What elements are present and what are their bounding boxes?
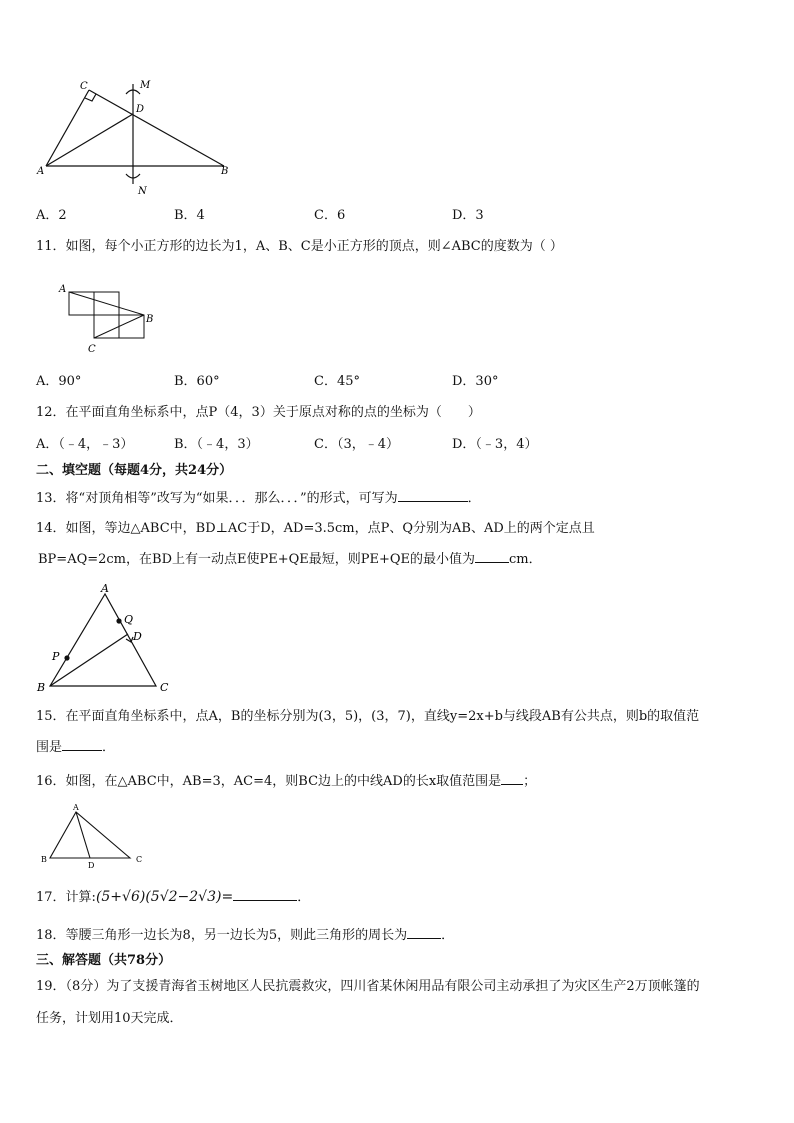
q16-figure <box>38 802 150 868</box>
q15-line2-text: 围是 <box>36 740 63 755</box>
q10-figure <box>34 76 244 200</box>
q17-prefix: 17．计算: <box>36 890 96 905</box>
q18-text: 18．等腰三角形一边长为8，另一边长为5，则此三角形的周长为 <box>36 928 408 943</box>
q11-option-a: A．90° <box>36 374 82 389</box>
q11-question: 11．如图，每个小正方形的边长为1，A、B、C是小正方形的顶点，则∠ABC的度数为（ ） <box>36 239 563 254</box>
q17-tail: ． <box>297 890 311 905</box>
q12-option-b: B．（﹣4，3） <box>174 437 259 452</box>
q15-line1: 15．在平面直角坐标系中，点A，B的坐标分别为(3，5)，(3，7)，直线y=2x+b与线段AB有公共点，则b的取值范 <box>36 709 700 724</box>
q18-tail: ． <box>441 928 455 943</box>
label-A: A <box>59 284 67 295</box>
q10-option-b: B．4 <box>174 208 205 223</box>
q14-line2-tail: cm． <box>509 552 542 567</box>
q12-option-a: A．（﹣4，﹣3） <box>36 437 134 452</box>
label-A: A <box>101 582 109 595</box>
triangle-ABC <box>50 812 130 858</box>
label-B: B <box>146 314 154 325</box>
q15-line2 <box>36 738 115 757</box>
seg-AC <box>46 90 89 166</box>
section-title-fill-in: 二、填空题（每题4分，共24分） <box>36 463 233 478</box>
q14-figure <box>30 582 180 694</box>
label-D: D <box>133 630 142 643</box>
label-N: N <box>138 186 147 197</box>
label-A: A <box>73 803 79 812</box>
label-C: C <box>160 681 169 694</box>
q16-text: 16．如图，在△ABC中，AB=3，AC=4，则BC边上的中线AD的长x取值范围是 <box>36 774 502 789</box>
q14-line2 <box>38 550 542 569</box>
q18-answer-blank[interactable] <box>407 926 441 939</box>
q17-question <box>36 888 310 907</box>
q12-option-d: D．（﹣3，4） <box>452 437 538 452</box>
label-D: D <box>136 104 145 115</box>
q14-line2-text: BP=AQ=2cm，在BD上有一动点E使PE+QE最短，则PE+QE的最小值为 <box>38 552 476 567</box>
q13-tail: ． <box>467 491 481 506</box>
q11-option-d: D．30° <box>452 374 499 389</box>
section-title-answers: 三、解答题（共78分） <box>36 953 172 968</box>
q16-tail: ； <box>523 774 537 789</box>
label-M: M <box>140 80 151 91</box>
q13-question <box>36 489 481 508</box>
q13-answer-blank[interactable] <box>398 489 468 502</box>
label-B: B <box>41 855 47 864</box>
q14-answer-blank[interactable] <box>475 550 509 563</box>
label-B: B <box>221 166 229 177</box>
q12-option-c: C．（3，﹣4） <box>314 437 399 452</box>
point-P <box>64 655 69 660</box>
q16-answer-blank[interactable] <box>501 772 523 785</box>
q16-question <box>36 772 536 791</box>
q11-option-c: C．45° <box>314 374 360 389</box>
q14-line1: 14．如图，等边△ABC中，BD⊥AC于D，AD=3.5cm，点P、Q分别为AB、AD上的两个定点且 <box>36 521 595 536</box>
label-C: C <box>80 81 88 92</box>
q19-line1: 19．（8分）为了支援青海省玉树地区人民抗震救灾，四川省某休闲用品有限公司主动承担了为灾区生产2万顶帐篷的 <box>36 979 700 994</box>
label-C: C <box>136 855 143 864</box>
grid-square <box>94 315 119 338</box>
q12-question: 12．在平面直角坐标系中，点P（4，3）关于原点对称的点的坐标为（ ） <box>36 405 481 420</box>
grid-square <box>119 315 144 338</box>
q17-answer-blank[interactable] <box>233 888 297 901</box>
q10-option-a: A．2 <box>36 208 67 223</box>
q10-option-c: C．6 <box>314 208 346 223</box>
q15-tail: ． <box>102 740 116 755</box>
q18-question <box>36 926 454 945</box>
q11-option-b: B．60° <box>174 374 220 389</box>
label-C: C <box>88 344 96 355</box>
median-AD <box>76 812 90 858</box>
label-Q: Q <box>124 613 134 626</box>
q15-answer-blank[interactable] <box>62 738 102 751</box>
label-P: P <box>52 650 60 663</box>
q13-text: 13．将“对顶角相等”改写为“如果．．．那么．．．”的形式，可写为 <box>36 491 398 506</box>
point-Q <box>116 618 121 623</box>
q19-line2: 任务，计划用10天完成． <box>36 1011 183 1026</box>
label-D: D <box>88 861 95 868</box>
seg-AD <box>46 114 133 166</box>
q17-expression: (5+√6)(5√2−2√3)= <box>95 889 234 905</box>
seg-BD <box>50 634 128 686</box>
label-A: A <box>37 166 45 177</box>
q11-figure <box>56 280 166 358</box>
seg-AB <box>69 292 144 315</box>
label-B: B <box>37 681 46 694</box>
q10-option-d: D．3 <box>452 208 484 223</box>
